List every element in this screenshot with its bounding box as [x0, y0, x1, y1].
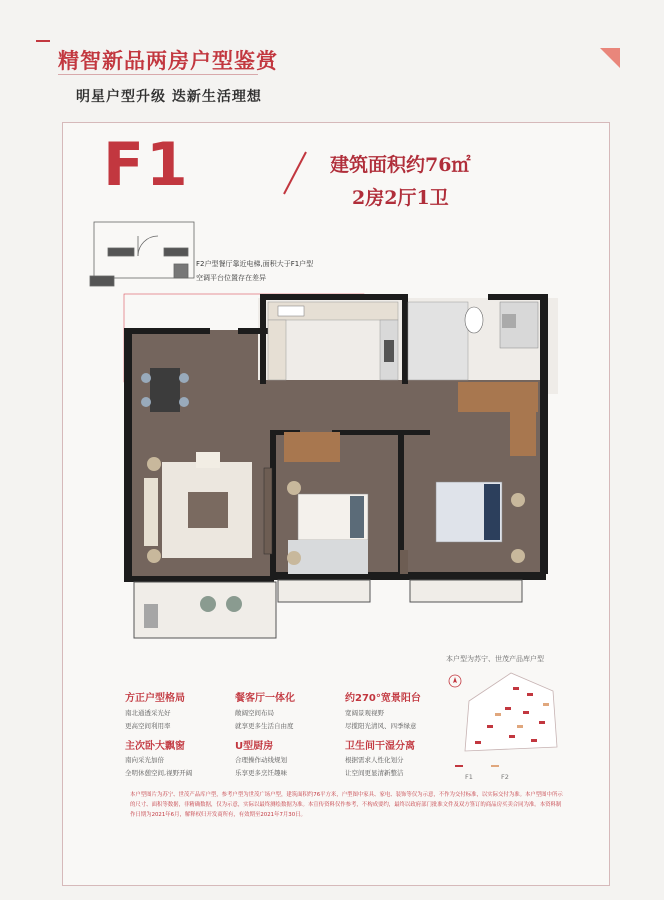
- floor-plan: [88, 220, 558, 640]
- feature-desc-line: 南北通透采光好: [125, 709, 171, 717]
- corner-triangle-icon: [600, 48, 620, 68]
- feature-desc-line: 更高空间利用率: [125, 722, 171, 730]
- feature-desc: [345, 754, 404, 780]
- feature-desc: [235, 707, 294, 733]
- feature-desc-line: 宽阔景观视野: [345, 709, 384, 717]
- unit-area: 建筑面积约76㎡: [330, 154, 471, 176]
- feature-title: U型厨房: [235, 741, 274, 752]
- feature-desc: [125, 754, 192, 780]
- feature-desc: [235, 754, 287, 780]
- feature-desc-line: 就享更多生活自由度: [235, 722, 294, 730]
- legend-f2-label: F2: [501, 773, 509, 781]
- title-underline: [58, 74, 258, 75]
- feature-desc-line: 乐享更多烹饪趣味: [235, 769, 287, 777]
- plan-note-line: 空调平台位置存在差异: [196, 274, 266, 282]
- feature-title: 方正户型格局: [125, 693, 185, 704]
- plan-note: [196, 257, 313, 285]
- header-accent-rule: [36, 40, 50, 42]
- page-title: 精智新品两房户型鉴赏: [58, 49, 278, 73]
- unit-layout: 2房2厅1卫: [352, 187, 449, 209]
- feature-title: 卫生间干湿分离: [345, 741, 415, 752]
- legend-f1-label: F1: [465, 773, 473, 781]
- feature-desc: [345, 707, 417, 733]
- feature-desc-line: 敞阔空间布局: [235, 709, 274, 717]
- feature-desc-line: 全明休憩空间,视野开阔: [125, 769, 193, 777]
- site-mini-map: [447, 651, 565, 771]
- feature-desc: [125, 707, 171, 733]
- feature-desc-line: 让空间更显清新整洁: [345, 769, 404, 777]
- feature-title: 餐客厅一体化: [235, 693, 295, 704]
- plan-note-line: F2户型餐厅靠近电梯,面积大于F1户型: [196, 260, 314, 268]
- feature-title: 约270°宽景阳台: [345, 693, 421, 704]
- feature-desc-line: 合理操作动线规划: [235, 756, 287, 764]
- mini-map-title: 本户型为苏宁、世茂产品库户型: [446, 655, 544, 663]
- disclaimer-text: 本户型图片为苏宁、世茂产品库户型，参考户型为世茂广场户型，建筑面积约76平方米，户型图中家具、家电、装饰等仅为示意，不作为交付标准，以实际交付为准。本户型图中所示的尺寸、面积等数据，非精确数据，仅为示意，实际以最终测绘数据为准。本宣传资料仅作参考，不构成要约，最终以政府部门批准文件及双方签订的商品房买卖合同为准。本资料制作日期为2021年6月，解释权归开发商所有，有效期至2021年7月30日。: [130, 792, 563, 818]
- page-subtitle: 明星户型升级 迭新生活理想: [76, 89, 262, 105]
- title-slash-divider: [280, 150, 310, 196]
- feature-title: 主次卧大飘窗: [125, 741, 185, 752]
- feature-desc-line: 根据需求人性化划分: [345, 756, 404, 764]
- unit-model: F1: [103, 130, 190, 200]
- feature-desc-line: 尽揽阳光清风、四季绿意: [345, 722, 417, 730]
- feature-desc-line: 南向采光加倍: [125, 756, 164, 764]
- f2-inset-sketch: [90, 222, 194, 286]
